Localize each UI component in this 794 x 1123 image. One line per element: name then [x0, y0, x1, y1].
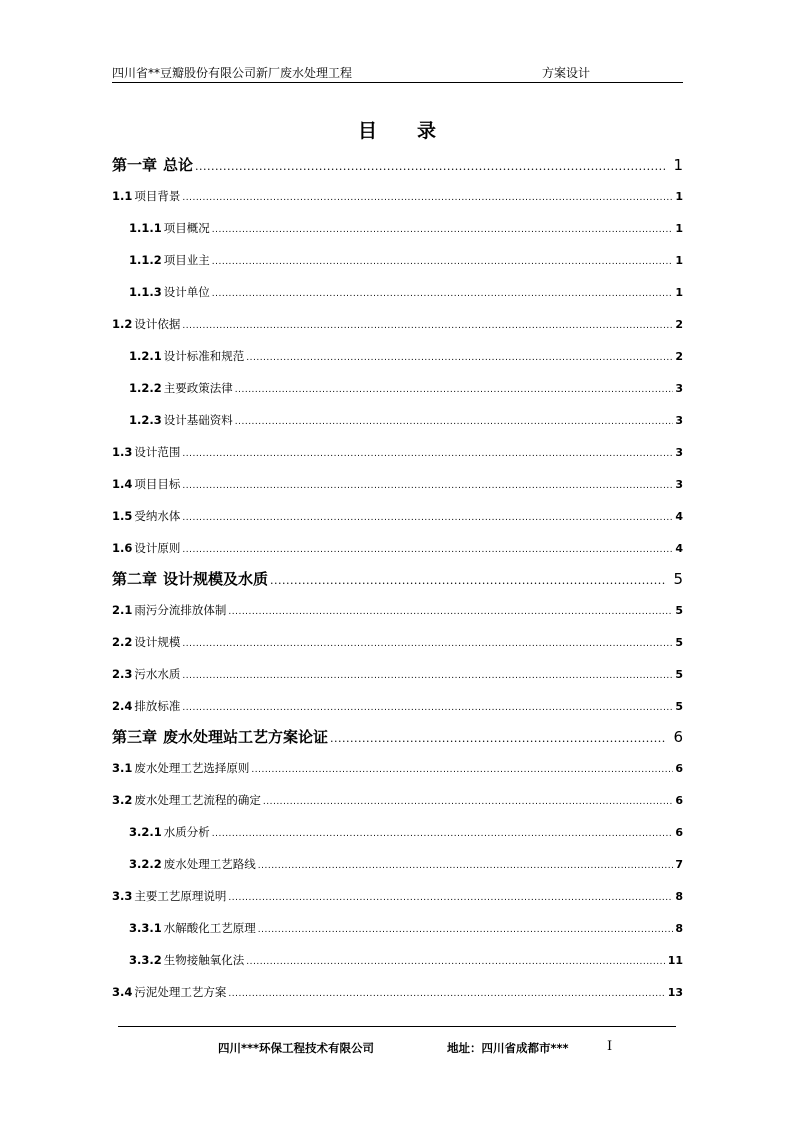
- toc-entry-page: 3: [675, 382, 683, 395]
- toc-entry[interactable]: [112, 848, 683, 880]
- toc-entry-page: 1: [675, 222, 683, 235]
- toc-entry-page: 2: [675, 318, 683, 331]
- toc-entry[interactable]: [112, 468, 683, 500]
- toc-entry-title: 水质分析: [163, 825, 210, 839]
- toc-entry-number: 2.3: [112, 667, 133, 681]
- toc-entry[interactable]: [112, 784, 683, 816]
- toc-entry[interactable]: [112, 816, 683, 848]
- toc-entry-page: 1: [673, 156, 683, 174]
- toc-entry-page: 2: [675, 350, 683, 363]
- toc-entry-title: 主要工艺原理说明: [134, 889, 227, 903]
- toc-leader-dots: [182, 628, 673, 660]
- toc-entry[interactable]: [112, 500, 683, 532]
- toc-entry[interactable]: [112, 244, 683, 276]
- toc-entry-number: 1.1.1: [129, 221, 162, 235]
- toc-leader-dots: [246, 946, 665, 978]
- toc-entry-page: 5: [675, 604, 683, 617]
- toc-entry-title: 项目概况: [163, 221, 210, 235]
- toc-entry[interactable]: [112, 626, 683, 658]
- toc-entry[interactable]: [112, 180, 683, 212]
- toc-title: 目录: [357, 120, 476, 142]
- toc-entry-number: 1.5: [112, 509, 133, 523]
- toc-leader-dots: [182, 182, 673, 214]
- header-doc-type: 方案设计: [542, 66, 591, 80]
- toc-entry[interactable]: [112, 880, 683, 912]
- toc-entry-page: 5: [675, 636, 683, 649]
- toc-entry-title: 设计标准和规范: [163, 349, 245, 363]
- toc-chapter-entry[interactable]: [112, 722, 683, 752]
- toc-entry-number: 第一章: [112, 156, 158, 174]
- toc-entry[interactable]: [112, 594, 683, 626]
- toc-entry-page: 1: [675, 254, 683, 267]
- toc-leader-dots: [263, 786, 673, 818]
- toc-entry-title: 项目背景: [134, 189, 181, 203]
- toc-leader-dots: [182, 470, 673, 502]
- toc-entry-title: 设计单位: [163, 285, 210, 299]
- toc-entry-page: 6: [673, 728, 683, 746]
- toc-leader-dots: [270, 566, 665, 596]
- toc-entry-page: 1: [675, 190, 683, 203]
- toc-entry-number: 1.2: [112, 317, 133, 331]
- toc-leader-dots: [235, 374, 674, 406]
- toc-leader-dots: [228, 882, 673, 914]
- toc-entry-title: 废水处理工艺流程的确定: [134, 793, 261, 807]
- toc-leader-dots: [330, 724, 665, 754]
- toc-entry[interactable]: [112, 752, 683, 784]
- footer-address: 地址：四川省成都市***: [447, 1041, 569, 1055]
- toc-entry[interactable]: [112, 912, 683, 944]
- toc-chapter-entry[interactable]: [112, 150, 683, 180]
- toc-leader-dots: [182, 438, 673, 470]
- toc-entry-page: 8: [675, 922, 683, 935]
- footer-company: 四川***环保工程技术有限公司: [218, 1041, 375, 1055]
- toc-entry-page: 8: [675, 890, 683, 903]
- toc-entry-page: 4: [675, 542, 683, 555]
- toc-entry-title: 设计规模及水质: [163, 570, 269, 588]
- toc-entry-number: 1.2.1: [129, 349, 162, 363]
- toc-entry-number: 3.2.2: [129, 857, 162, 871]
- toc-entry-number: 1.1: [112, 189, 133, 203]
- toc-entry-title: 雨污分流排放体制: [134, 603, 227, 617]
- toc-entry-number: 3.3.1: [129, 921, 162, 935]
- toc-entry-number: 2.2: [112, 635, 133, 649]
- toc-leader-dots: [212, 818, 674, 850]
- toc-leader-dots: [212, 214, 674, 246]
- toc-entry-title: 设计基础资料: [163, 413, 233, 427]
- toc-entry-title: 设计原则: [134, 541, 181, 555]
- toc-entry-number: 3.1: [112, 761, 133, 775]
- toc-entry-title: 废水处理工艺路线: [163, 857, 256, 871]
- toc-entry-number: 1.2.2: [129, 381, 162, 395]
- toc-entry-number: 3.3.2: [129, 953, 162, 967]
- toc-entry-title: 设计依据: [134, 317, 181, 331]
- toc-entry-title: 受纳水体: [134, 509, 181, 523]
- toc-entry-number: 1.1.2: [129, 253, 162, 267]
- toc-entry[interactable]: [112, 658, 683, 690]
- toc-entry-title: 废水处理站工艺方案论证: [163, 728, 329, 746]
- toc-leader-dots: [251, 754, 673, 786]
- toc-entry-title: 项目业主: [163, 253, 210, 267]
- toc-entry-number: 1.3: [112, 445, 133, 459]
- toc-entry-title: 废水处理工艺选择原则: [134, 761, 250, 775]
- toc-entry-page: 6: [675, 762, 683, 775]
- toc-entry-number: 1.2.3: [129, 413, 162, 427]
- toc-entry-number: 第三章: [112, 728, 158, 746]
- toc-entry-number: 3.2.1: [129, 825, 162, 839]
- toc-entry-title: 污水水质: [134, 667, 181, 681]
- toc-entry-page: 11: [667, 954, 683, 967]
- toc-entry-number: 3.2: [112, 793, 133, 807]
- toc-leader-dots: [212, 278, 674, 310]
- toc-entry-page: 3: [675, 446, 683, 459]
- header-project-title: 四川省**豆瓣股份有限公司新厂废水处理工程: [112, 66, 353, 80]
- toc-entry-title: 污泥处理工艺方案: [134, 985, 227, 999]
- toc-leader-dots: [228, 978, 665, 1010]
- toc-entry-number: 1.1.3: [129, 285, 162, 299]
- toc-entry[interactable]: [112, 944, 683, 976]
- toc-leader-dots: [182, 502, 673, 534]
- toc-entry[interactable]: [112, 532, 683, 564]
- toc-entry-page: 5: [673, 570, 683, 588]
- toc-entry[interactable]: [112, 276, 683, 308]
- toc-leader-dots: [195, 152, 665, 182]
- toc-entry-page: 6: [675, 826, 683, 839]
- toc-leader-dots: [228, 596, 673, 628]
- toc-entry-number: 2.1: [112, 603, 133, 617]
- toc-entry-page: 5: [675, 700, 683, 713]
- toc-leader-dots: [235, 406, 674, 438]
- footer-divider: [118, 1026, 676, 1027]
- toc-entry-number: 1.4: [112, 477, 133, 491]
- toc-entry-title: 排放标准: [134, 699, 181, 713]
- toc-entry[interactable]: [112, 436, 683, 468]
- toc-entry-title: 设计规模: [134, 635, 181, 649]
- toc-entry-page: 3: [675, 414, 683, 427]
- toc-leader-dots: [258, 914, 674, 946]
- toc-entry-title: 总论: [163, 156, 194, 174]
- toc-entry-page: 4: [675, 510, 683, 523]
- toc-leader-dots: [212, 246, 674, 278]
- toc-leader-dots: [182, 660, 673, 692]
- page-header: [112, 64, 683, 83]
- toc-entry-title: 项目目标: [134, 477, 181, 491]
- toc-entry-number: 2.4: [112, 699, 133, 713]
- toc-entry-page: 6: [675, 794, 683, 807]
- toc-entry-title: 生物接触氧化法: [163, 953, 245, 967]
- toc-entry-page: 1: [675, 286, 683, 299]
- toc-leader-dots: [246, 342, 673, 374]
- toc-entry-page: 3: [675, 478, 683, 491]
- toc-entry[interactable]: [112, 308, 683, 340]
- toc-chapter-entry[interactable]: [112, 564, 683, 594]
- toc-leader-dots: [182, 692, 673, 724]
- toc-leader-dots: [258, 850, 674, 882]
- toc-entry[interactable]: [112, 372, 683, 404]
- toc-leader-dots: [182, 534, 673, 566]
- toc-entry-title: 主要政策法律: [163, 381, 233, 395]
- toc-entry-number: 第二章: [112, 570, 158, 588]
- table-of-contents: [112, 150, 683, 1008]
- toc-entry-title: 设计范围: [134, 445, 181, 459]
- toc-leader-dots: [182, 310, 673, 342]
- toc-entry-title: 水解酸化工艺原理: [163, 921, 256, 935]
- toc-entry[interactable]: [112, 340, 683, 372]
- toc-entry-number: 1.6: [112, 541, 133, 555]
- toc-entry[interactable]: [112, 976, 683, 1008]
- toc-entry[interactable]: [112, 404, 683, 436]
- toc-entry-number: 3.4: [112, 985, 133, 999]
- toc-entry-number: 3.3: [112, 889, 133, 903]
- toc-entry-page: 7: [675, 858, 683, 871]
- toc-entry-page: 5: [675, 668, 683, 681]
- toc-entry[interactable]: [112, 212, 683, 244]
- toc-entry-page: 13: [667, 986, 683, 999]
- toc-entry[interactable]: [112, 690, 683, 722]
- footer-page-number: I: [607, 1039, 613, 1054]
